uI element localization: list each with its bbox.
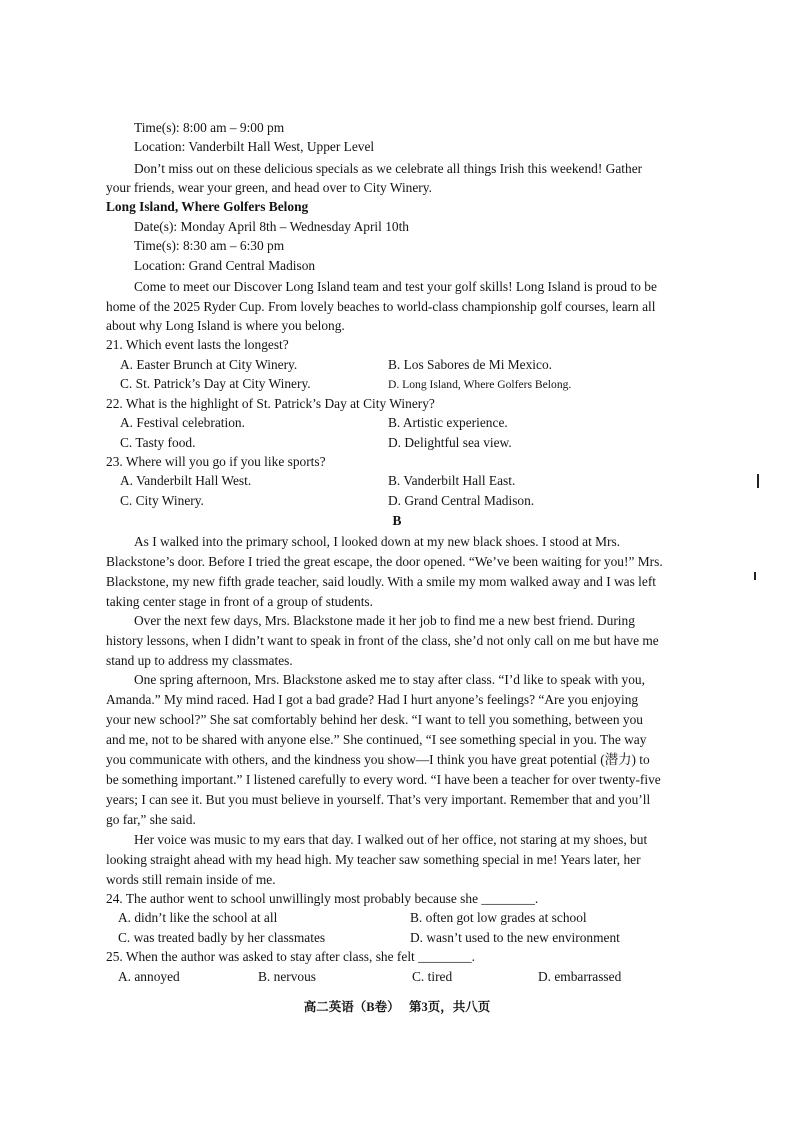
question-stem: 22. What is the highlight of St. Patrick’s Day at City Winery?	[106, 396, 435, 411]
event-dates: Date(s): Monday April 8th – Wednesday April 10th	[134, 219, 410, 234]
option-a: A. didn’t like the school at all	[118, 910, 278, 925]
passage-line: Her voice was music to my ears that day. I walked out of her office, not staring at my shoes, but	[134, 832, 648, 847]
event-location: Location: Vanderbilt Hall West, Upper Level	[134, 139, 375, 154]
option-c: C. tired	[412, 969, 453, 984]
passage-line: history lessons, when I didn’t want to speak in front of the class, she’d not only call on me but have me	[106, 633, 659, 648]
passage-line: Blackstone, my new fifth grade teacher, said loudly. With a smile my mom walked away and I was left	[106, 574, 657, 589]
scan-mark	[757, 474, 759, 488]
option-c: C. St. Patrick’s Day at City Winery.	[120, 376, 311, 391]
option-d: D. Grand Central Madison.	[388, 493, 535, 508]
option-b: B. Vanderbilt Hall East.	[388, 473, 516, 488]
passage-line: As I walked into the primary school, I looked down at my new black shoes. I stood at Mrs.	[134, 534, 621, 549]
passage-line: Amanda.” My mind raced. Had I got a bad grade? Had I hurt anyone’s feelings? “Are you enjoying	[106, 692, 639, 707]
option-b: B. often got low grades at school	[410, 910, 587, 925]
event-location: Location: Grand Central Madison	[134, 258, 316, 273]
option-c: C. City Winery.	[120, 493, 204, 508]
event-desc-line: your friends, wear your green, and head over to City Winery.	[106, 180, 432, 195]
section-heading: B	[392, 513, 402, 528]
passage-line: and me, not to be shared with anyone else.” She continued, “I see something special in you. The way	[106, 732, 647, 747]
option-d: D. Delightful sea view.	[388, 435, 512, 450]
event-desc-line: Come to meet our Discover Long Island team and test your golf skills! Long Island is proud to be	[134, 279, 657, 294]
option-c: C. Tasty food.	[120, 435, 196, 450]
passage-line: Over the next few days, Mrs. Blackstone made it her job to find me a new best friend. During	[134, 613, 635, 628]
question-stem: 25. When the author was asked to stay after class, she felt ________.	[106, 949, 476, 964]
option-d: D. wasn’t used to the new environment	[410, 930, 620, 945]
event-desc-line: home of the 2025 Ryder Cup. From lovely beaches to world-class championship golf courses, learn all	[106, 299, 656, 314]
option-b: B. Los Sabores de Mi Mexico.	[388, 357, 553, 372]
event-desc-line: about why Long Island is where you belong.	[106, 318, 345, 333]
option-c: C. was treated badly by her classmates	[118, 930, 326, 945]
question-stem: 24. The author went to school unwillingly most probably because she ________.	[106, 891, 539, 906]
page-footer: 高二英语（B卷） 第3页，共八页	[303, 1000, 491, 1014]
event-time: Time(s): 8:30 am – 6:30 pm	[134, 238, 285, 253]
passage-line: stand up to address my classmates.	[106, 653, 293, 668]
option-b: B. nervous	[258, 969, 317, 984]
option-a: A. Festival celebration.	[120, 415, 245, 430]
option-a: A. Vanderbilt Hall West.	[120, 473, 252, 488]
question-stem: 21. Which event lasts the longest?	[106, 337, 289, 352]
passage-line: your new school?” She sat comfortably behind her desk. “I want to tell you something, between you	[106, 712, 643, 727]
passage-line: words still remain inside of me.	[106, 872, 276, 887]
option-d: D. embarrassed	[538, 969, 622, 984]
option-d: D. Long Island, Where Golfers Belong.	[388, 378, 572, 391]
passage-line: years; I can see it. But you must believe in yourself. That’s very important. Remember that and you’ll	[106, 792, 651, 807]
event-title: Long Island, Where Golfers Belong	[106, 199, 309, 214]
passage-line: Blackstone’s door. Before I tried the great escape, the door opened. “We’ve been waiting for you!” Mrs.	[106, 554, 663, 569]
event-time: Time(s): 8:00 am – 9:00 pm	[134, 120, 285, 135]
option-b: B. Artistic experience.	[388, 415, 508, 430]
question-stem: 23. Where will you go if you like sports?	[106, 454, 326, 469]
option-a: A. Easter Brunch at City Winery.	[120, 357, 298, 372]
option-a: A. annoyed	[118, 969, 180, 984]
passage-line: taking center stage in front of a group of students.	[106, 594, 373, 609]
passage-line: go far,” she said.	[106, 812, 196, 827]
scan-mark	[754, 572, 756, 580]
passage-line: One spring afternoon, Mrs. Blackstone asked me to stay after class. “I’d like to speak with you,	[134, 672, 645, 687]
passage-line: be something important.” I listened carefully to every word. “I have been a teacher for over twenty-five	[106, 772, 661, 787]
passage-line: you communicate with others, and the kindness you show—I think you have great potential (潜力) to	[106, 752, 650, 767]
passage-line: looking straight ahead with my head high. My teacher saw something special in me! Years later, her	[106, 852, 641, 867]
event-desc-line: Don’t miss out on these delicious specials as we celebrate all things Irish this weekend! Gather	[134, 161, 643, 176]
